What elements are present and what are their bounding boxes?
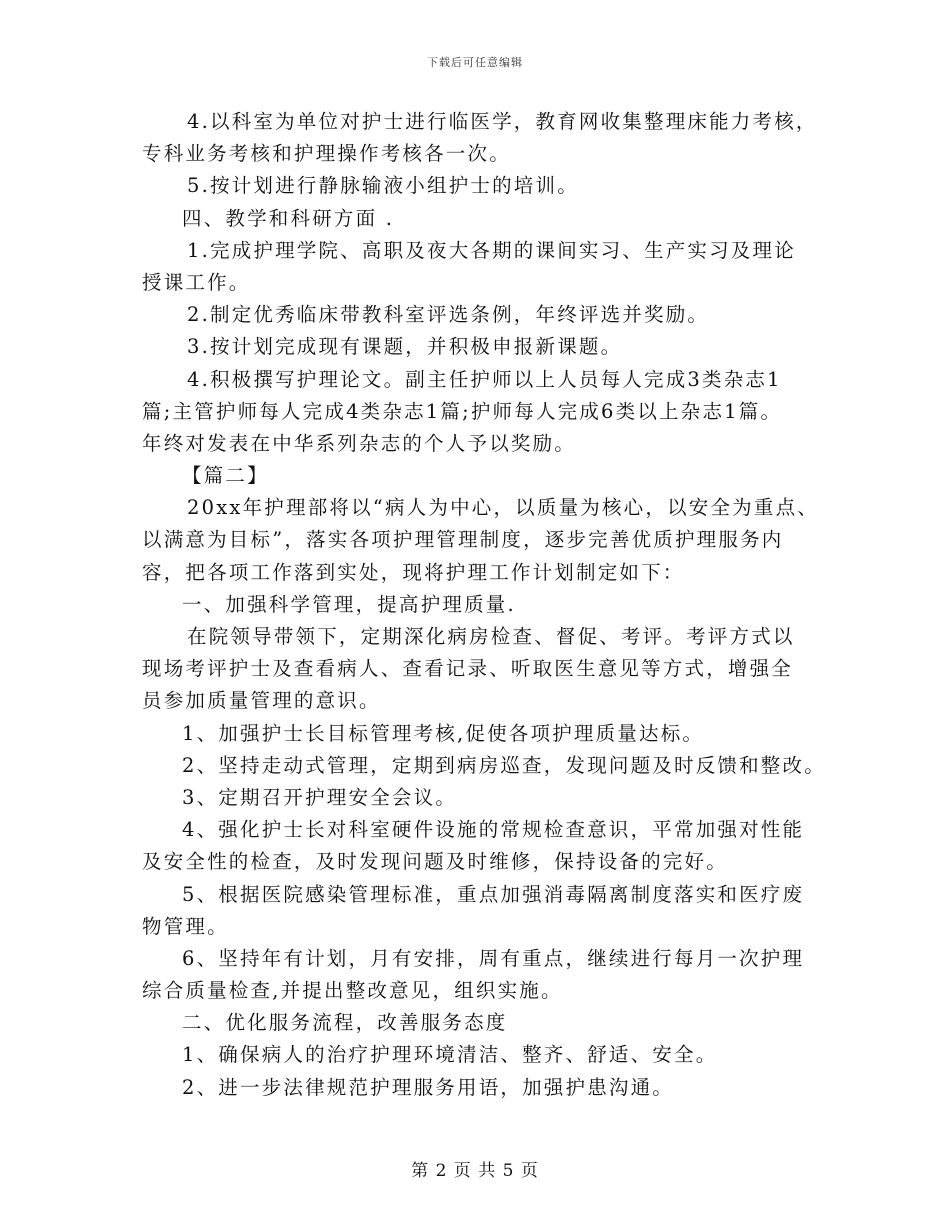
text-line: 员参加质量管理的意识。 bbox=[142, 689, 381, 713]
text-line: 专科业务考核和护理操作考核各一次。 bbox=[142, 142, 511, 166]
text-line: 1、确保病人的治疗护理环境清洁、整齐、舒适、安全。 bbox=[182, 1043, 718, 1067]
text-line: 5、根据医院感染管理标准，重点加强消毒隔离制度落实和医疗废 bbox=[182, 882, 805, 906]
text-line: 容，把各项工作落到实处，现将护理工作计划制定如下： bbox=[142, 560, 685, 584]
section-heading: 一、加强科学管理，提高护理质量. bbox=[182, 592, 516, 616]
text-line: 5.按计划进行静脉输液小组护士的培训。 bbox=[187, 174, 579, 198]
text-line: 3.按计划完成现有课题，并积极申报新课题。 bbox=[187, 335, 623, 359]
text-line: 3、定期召开护理安全会议。 bbox=[182, 785, 458, 809]
section-heading: 四、教学和科研方面 . bbox=[182, 206, 395, 230]
text-line: 篇;主管护师每人完成4类杂志1篇;护师每人完成6类以上杂志1篇。 bbox=[142, 399, 783, 423]
section-heading: 二、优化服务流程，改善服务态度 bbox=[182, 1011, 508, 1035]
text-line: 2、进一步法律规范护理服务用语，加强护患沟通。 bbox=[182, 1075, 675, 1099]
text-line: 4、强化护士长对科室硬件设施的常规检查意识，平常加强对性能 bbox=[182, 818, 805, 842]
text-line: 物管理。 bbox=[142, 914, 229, 938]
text-line: 现场考评护士及查看病人、查看记录、听取医生意见等方式，增强全 bbox=[142, 657, 794, 681]
text-line: 年终对发表在中华系列杂志的个人予以奖励。 bbox=[142, 431, 577, 455]
text-line: 4.积极撰写护理论文。副主任护师以上人员每人完成3类杂志1 bbox=[187, 367, 782, 391]
text-line: 1.完成护理学院、高职及夜大各期的课间实习、生产实习及理论 bbox=[187, 238, 796, 262]
text-line: 6、坚持年有计划，月有安排，周有重点，继续进行每月一次护理 bbox=[182, 946, 805, 970]
text-line: 综合质量检查,并提出整改意见，组织实施。 bbox=[142, 979, 563, 1003]
document-body bbox=[142, 106, 826, 1104]
text-line: 授课工作。 bbox=[142, 270, 251, 294]
page-header: 下载后可任意编辑 bbox=[427, 56, 523, 69]
text-line: 2、坚持走动式管理，定期到病房巡查，发现问题及时反馈和整改。 bbox=[182, 753, 826, 777]
text-line: 以满意为目标”，落实各项护理管理制度，逐步完善优质护理服务内 bbox=[142, 528, 784, 552]
text-line: 在院领导带领下，定期深化病房检查、督促、考评。考评方式以 bbox=[187, 625, 795, 648]
text-line: 及安全性的检查，及时发现问题及时维修，保持设备的完好。 bbox=[142, 850, 728, 874]
text-line: 4.以科室为单位对护士进行临医学，教育网收集整理床能力考核， bbox=[187, 110, 818, 133]
text-line: 1、加强护士长目标管理考核,促使各项护理质量达标。 bbox=[182, 721, 705, 745]
text-line: 2.制定优秀临床带教科室评选条例，年终评选并奖励。 bbox=[187, 303, 710, 327]
part-heading: 【篇二】 bbox=[182, 464, 269, 488]
page-number: 第 2 页 共 5 页 bbox=[411, 1161, 539, 1181]
text-line: 20xx年护理部将以“病人为中心，以质量为核心，以安全为重点、 bbox=[187, 496, 819, 520]
